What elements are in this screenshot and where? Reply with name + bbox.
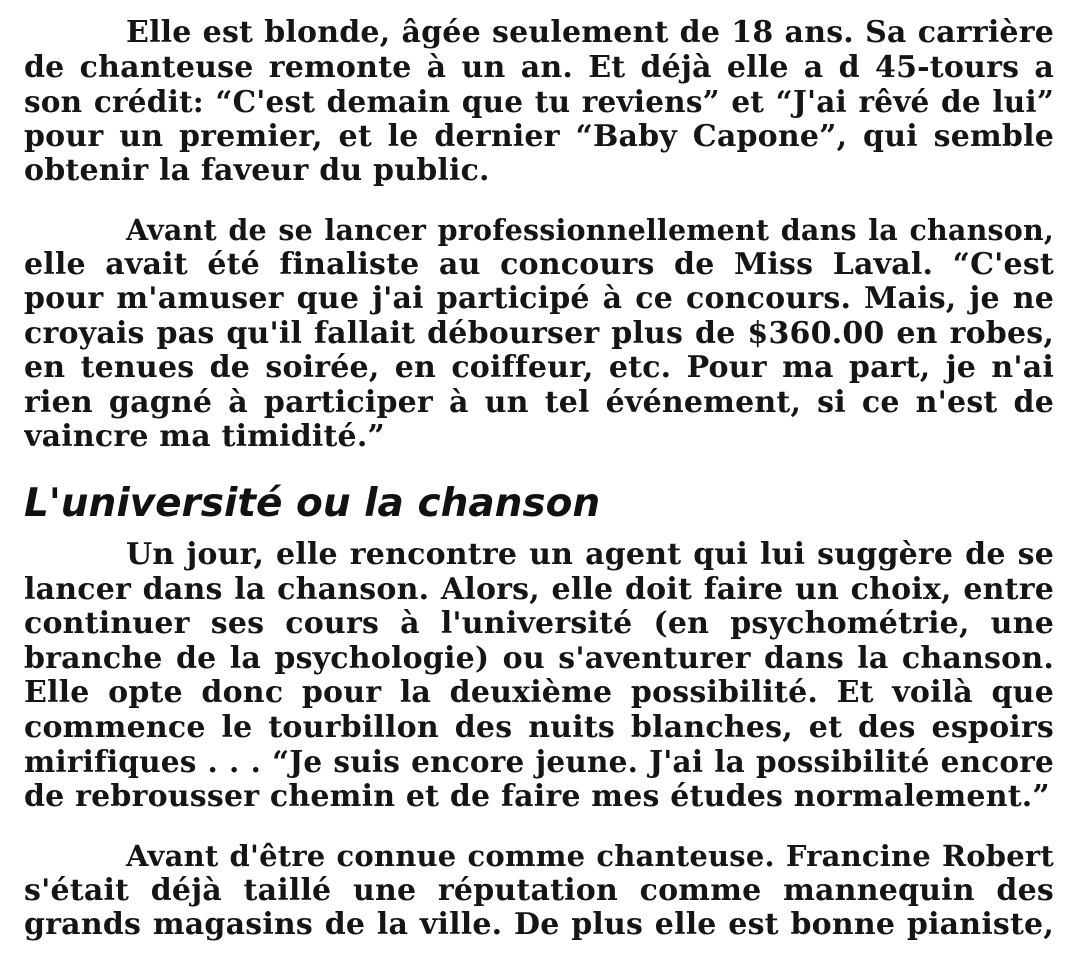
- text-line: s'était déjà taillé une réputation comme mannequin des: [24, 873, 1054, 908]
- text-line: Un jour, elle rencontre un agent qui lui suggère de se: [126, 538, 1054, 572]
- article-paragraph-2: [24, 213, 1054, 455]
- article-paragraph-1: [24, 16, 1054, 189]
- text-line: lancer dans la chanson. Alors, elle doit faire un choix, entre: [24, 572, 1054, 607]
- article-paragraph-3: [24, 538, 1054, 814]
- text-line: de rebrousser chemin et de faire mes études normalement.”: [24, 779, 1050, 814]
- text-line: pour un premier, et le dernier “Baby Capone”, qui semble: [24, 119, 1054, 154]
- text-line: continuer ses cours à l'université (en psychométrie, une: [24, 607, 1054, 641]
- text-line: mirifiques . . . “Je suis encore jeune. J'ai la possibilité encore: [24, 745, 1054, 779]
- text-line: vaincre ma timidité.”: [24, 420, 385, 454]
- section-heading: L'université ou la chanson: [24, 481, 601, 526]
- text-line: Elle opte donc pour la deuxième possibilité. Et voilà que: [24, 676, 1054, 710]
- text-line: branche de la psychologie) ou s'aventurer dans la chanson.: [24, 641, 1054, 676]
- text-line: grands magasins de la ville. De plus elle est bonne pianiste,: [24, 908, 1054, 942]
- text-line: son crédit: “C'est demain que tu reviens” et “J'ai rêvé de lui”: [24, 85, 1054, 119]
- text-line: croyais pas qu'il fallait débourser plus de $360.00 en robes,: [24, 316, 1054, 351]
- text-line: en tenues de soirée, en coiffeur, etc. Pour ma part, je n'ai: [24, 351, 1054, 385]
- text-line: Avant d'être connue comme chanteuse. Francine Robert: [126, 839, 1054, 873]
- text-line: pour m'amuser que j'ai participé à ce concours. Mais, je ne: [24, 282, 1054, 316]
- text-line: Avant de se lancer professionnellement dans la chanson,: [126, 213, 1054, 247]
- text-line: commence le tourbillon des nuits blanches, et des espoirs: [24, 710, 1054, 745]
- text-line: Elle est blonde, âgée seulement de 18 ans. Sa carrière: [126, 16, 1054, 50]
- text-line: elle avait été finaliste au concours de Miss Laval. “C'est: [24, 247, 1054, 282]
- article-paragraph-4: [24, 839, 1054, 943]
- text-line: rien gagné à participer à un tel événement, si ce n'est de: [24, 385, 1054, 420]
- text-line: obtenir la faveur du public.: [24, 154, 490, 188]
- text-line: de chanteuse remonte à un an. Et déjà elle a d 45-tours a: [24, 50, 1054, 85]
